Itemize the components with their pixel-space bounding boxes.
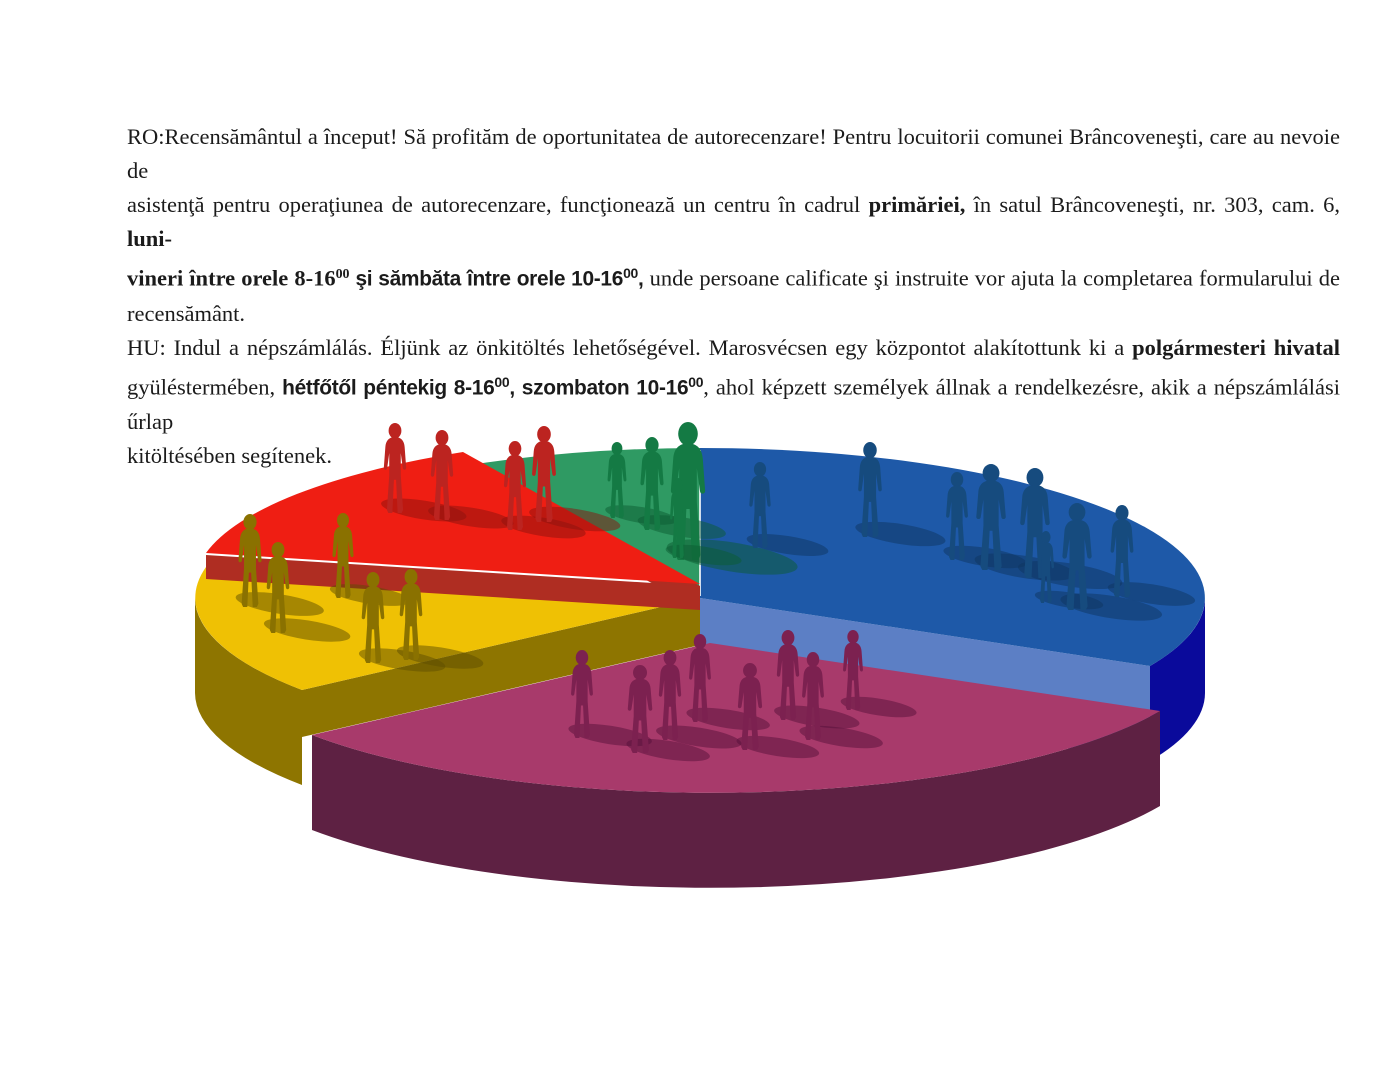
text-segment: , szombaton 10-16 [509,376,689,400]
text-segment: primăriei, [868,192,966,217]
text-segment: hétfőtől péntekig 8-16 [282,376,495,400]
text-segment: 00 [335,267,350,282]
text-segment: în satul Brâncoveneşti, nr. 303, cam. 6, [965,192,1340,217]
text-segment: 00 [623,265,638,281]
text-segment: gyüléstermében, [127,374,283,400]
text-segment: polgármesteri hivatal [1132,334,1340,360]
text-segment: asistenţă pentru operaţiunea de autorecenzare, funcţionează un centru în cadrul [127,192,869,217]
text-segment: vineri între orele 8-16 [127,265,336,291]
text-segment: , ahol képzett személyek állnak a rendelkezésre, akik a népszámlálási űrlap [127,374,1340,435]
text-segment: 00 [688,373,704,390]
text-segment: 00 [494,373,510,390]
text-segment: , [638,267,644,291]
text-segment: RO:Recensământul a început! Să profităm de oportunitatea de autorecenzare! Pentru locuitorii comunei Brâncoveneşti, care au nevoie de [127,124,1340,183]
text-segment: şi sămbăta între orele 10-16 [349,267,624,291]
text-segment: luni- [127,226,173,251]
text-segment: kitöltésében segítenek. [127,443,332,469]
text-segment: recensământ. [127,300,246,326]
text-segment: unde persoane calificate şi instruite vor ajuta la completarea formularului de [643,265,1340,291]
text-segment: HU: Indul a népszámlálás. Éljünk az önkitöltés lehetőségével. Marosvécsen egy központot alakítottunk ki a [127,334,1133,360]
